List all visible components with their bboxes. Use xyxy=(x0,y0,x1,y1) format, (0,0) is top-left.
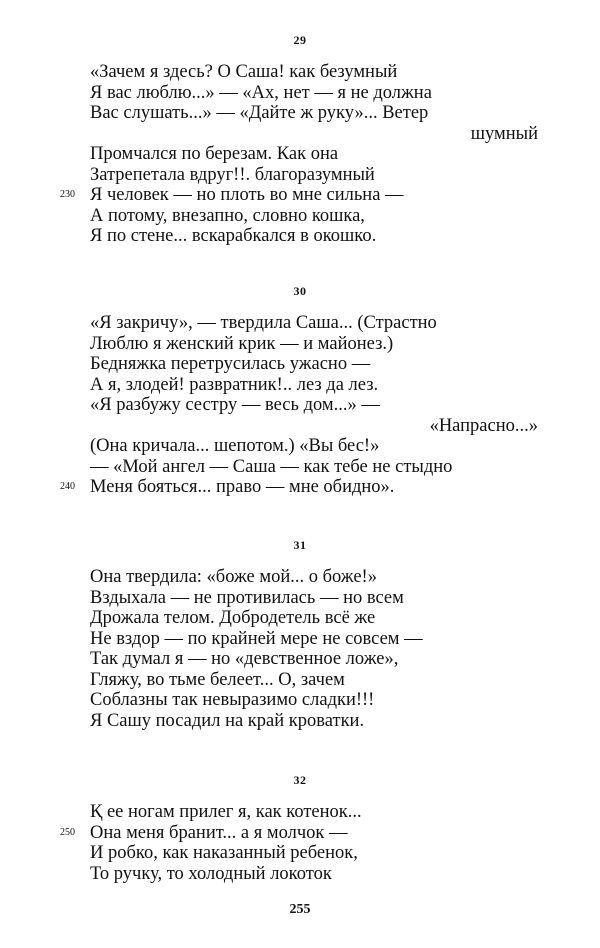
verse-line: Я по стене... вскарабкался в окошко. xyxy=(90,226,377,246)
verse-line: Вас слушать...» — «Дайте ж руку»... Ветер xyxy=(90,103,429,123)
stanza-number-32: 32 xyxy=(293,773,307,787)
verse-line: Вздыхала — не противилась — но всем xyxy=(90,587,404,608)
verse-line: Она меня бранит... а я молчок — xyxy=(90,822,348,843)
verse-line: То ручку, то холодный локоток xyxy=(90,863,332,884)
verse-line: И робко, как наказанный ребенок, xyxy=(90,843,358,863)
verse-line: «Я разбужу сестру — весь дом...» — xyxy=(90,395,380,415)
stanza-number-31: 31 xyxy=(293,538,307,552)
stanza-number-30: 30 xyxy=(293,284,307,298)
verse-line-continuation: шумный xyxy=(470,123,538,144)
verse-line: Она твердила: «боже мой... о боже!» xyxy=(90,567,377,587)
verse-line: А потому, внезапно, словно кошка, xyxy=(90,205,365,226)
verse-line: Люблю я женский крик — и майонез.) xyxy=(90,333,394,354)
verse-line: Я человек — но плоть во мне сильна — xyxy=(90,185,404,205)
verse-line: — «Мой ангел — Саша — как тебе не стыдно xyxy=(90,456,453,477)
line-number-240: 240 xyxy=(60,481,75,492)
line-number-230: 230 xyxy=(60,189,75,200)
verse-line: Так думал я — но «девственное ложе», xyxy=(90,649,399,669)
verse-line: Промчался по березам. Как она xyxy=(90,144,339,164)
page-number: 255 xyxy=(289,902,311,917)
verse-line: Соблазны так невыразимо сладки!!! xyxy=(90,690,375,710)
verse-line: Гляжу, во тьме белеет... О, зачем xyxy=(90,669,345,690)
verse-line: Дрожала телом. Добродетель всё же xyxy=(90,608,376,628)
verse-line: Затрепетала вдруг!!. благоразумный xyxy=(90,164,375,185)
verse-line: Меня бояться... право — мне обидно». xyxy=(90,477,395,497)
verse-line-continuation: «Напрасно...» xyxy=(429,415,538,436)
verse-line: А я, злодей! развратник!.. лез да лез. xyxy=(90,374,379,395)
verse-line: Не вздор — по крайней мере не совсем — xyxy=(90,628,423,649)
verse-line: «Я закричу», — твердила Саша... (Страстно xyxy=(90,313,437,333)
verse-line: Бедняжка перетрусилась ужасно — xyxy=(90,354,371,374)
verse-line: «Зачем я здесь? О Саша! как безумный xyxy=(90,62,398,82)
verse-line: (Она кричала... шепотом.) «Вы бес!» xyxy=(90,436,380,456)
verse-line: Қ ее ногам прилег я, как котенок... xyxy=(90,802,362,822)
verse-line: Я Сашу посадил на край кроватки. xyxy=(90,710,365,731)
verse-line: Я вас люблю...» — «Ах, нет — я не должна xyxy=(90,82,432,103)
stanza-number-29: 29 xyxy=(293,33,307,47)
line-number-250: 250 xyxy=(60,826,75,838)
